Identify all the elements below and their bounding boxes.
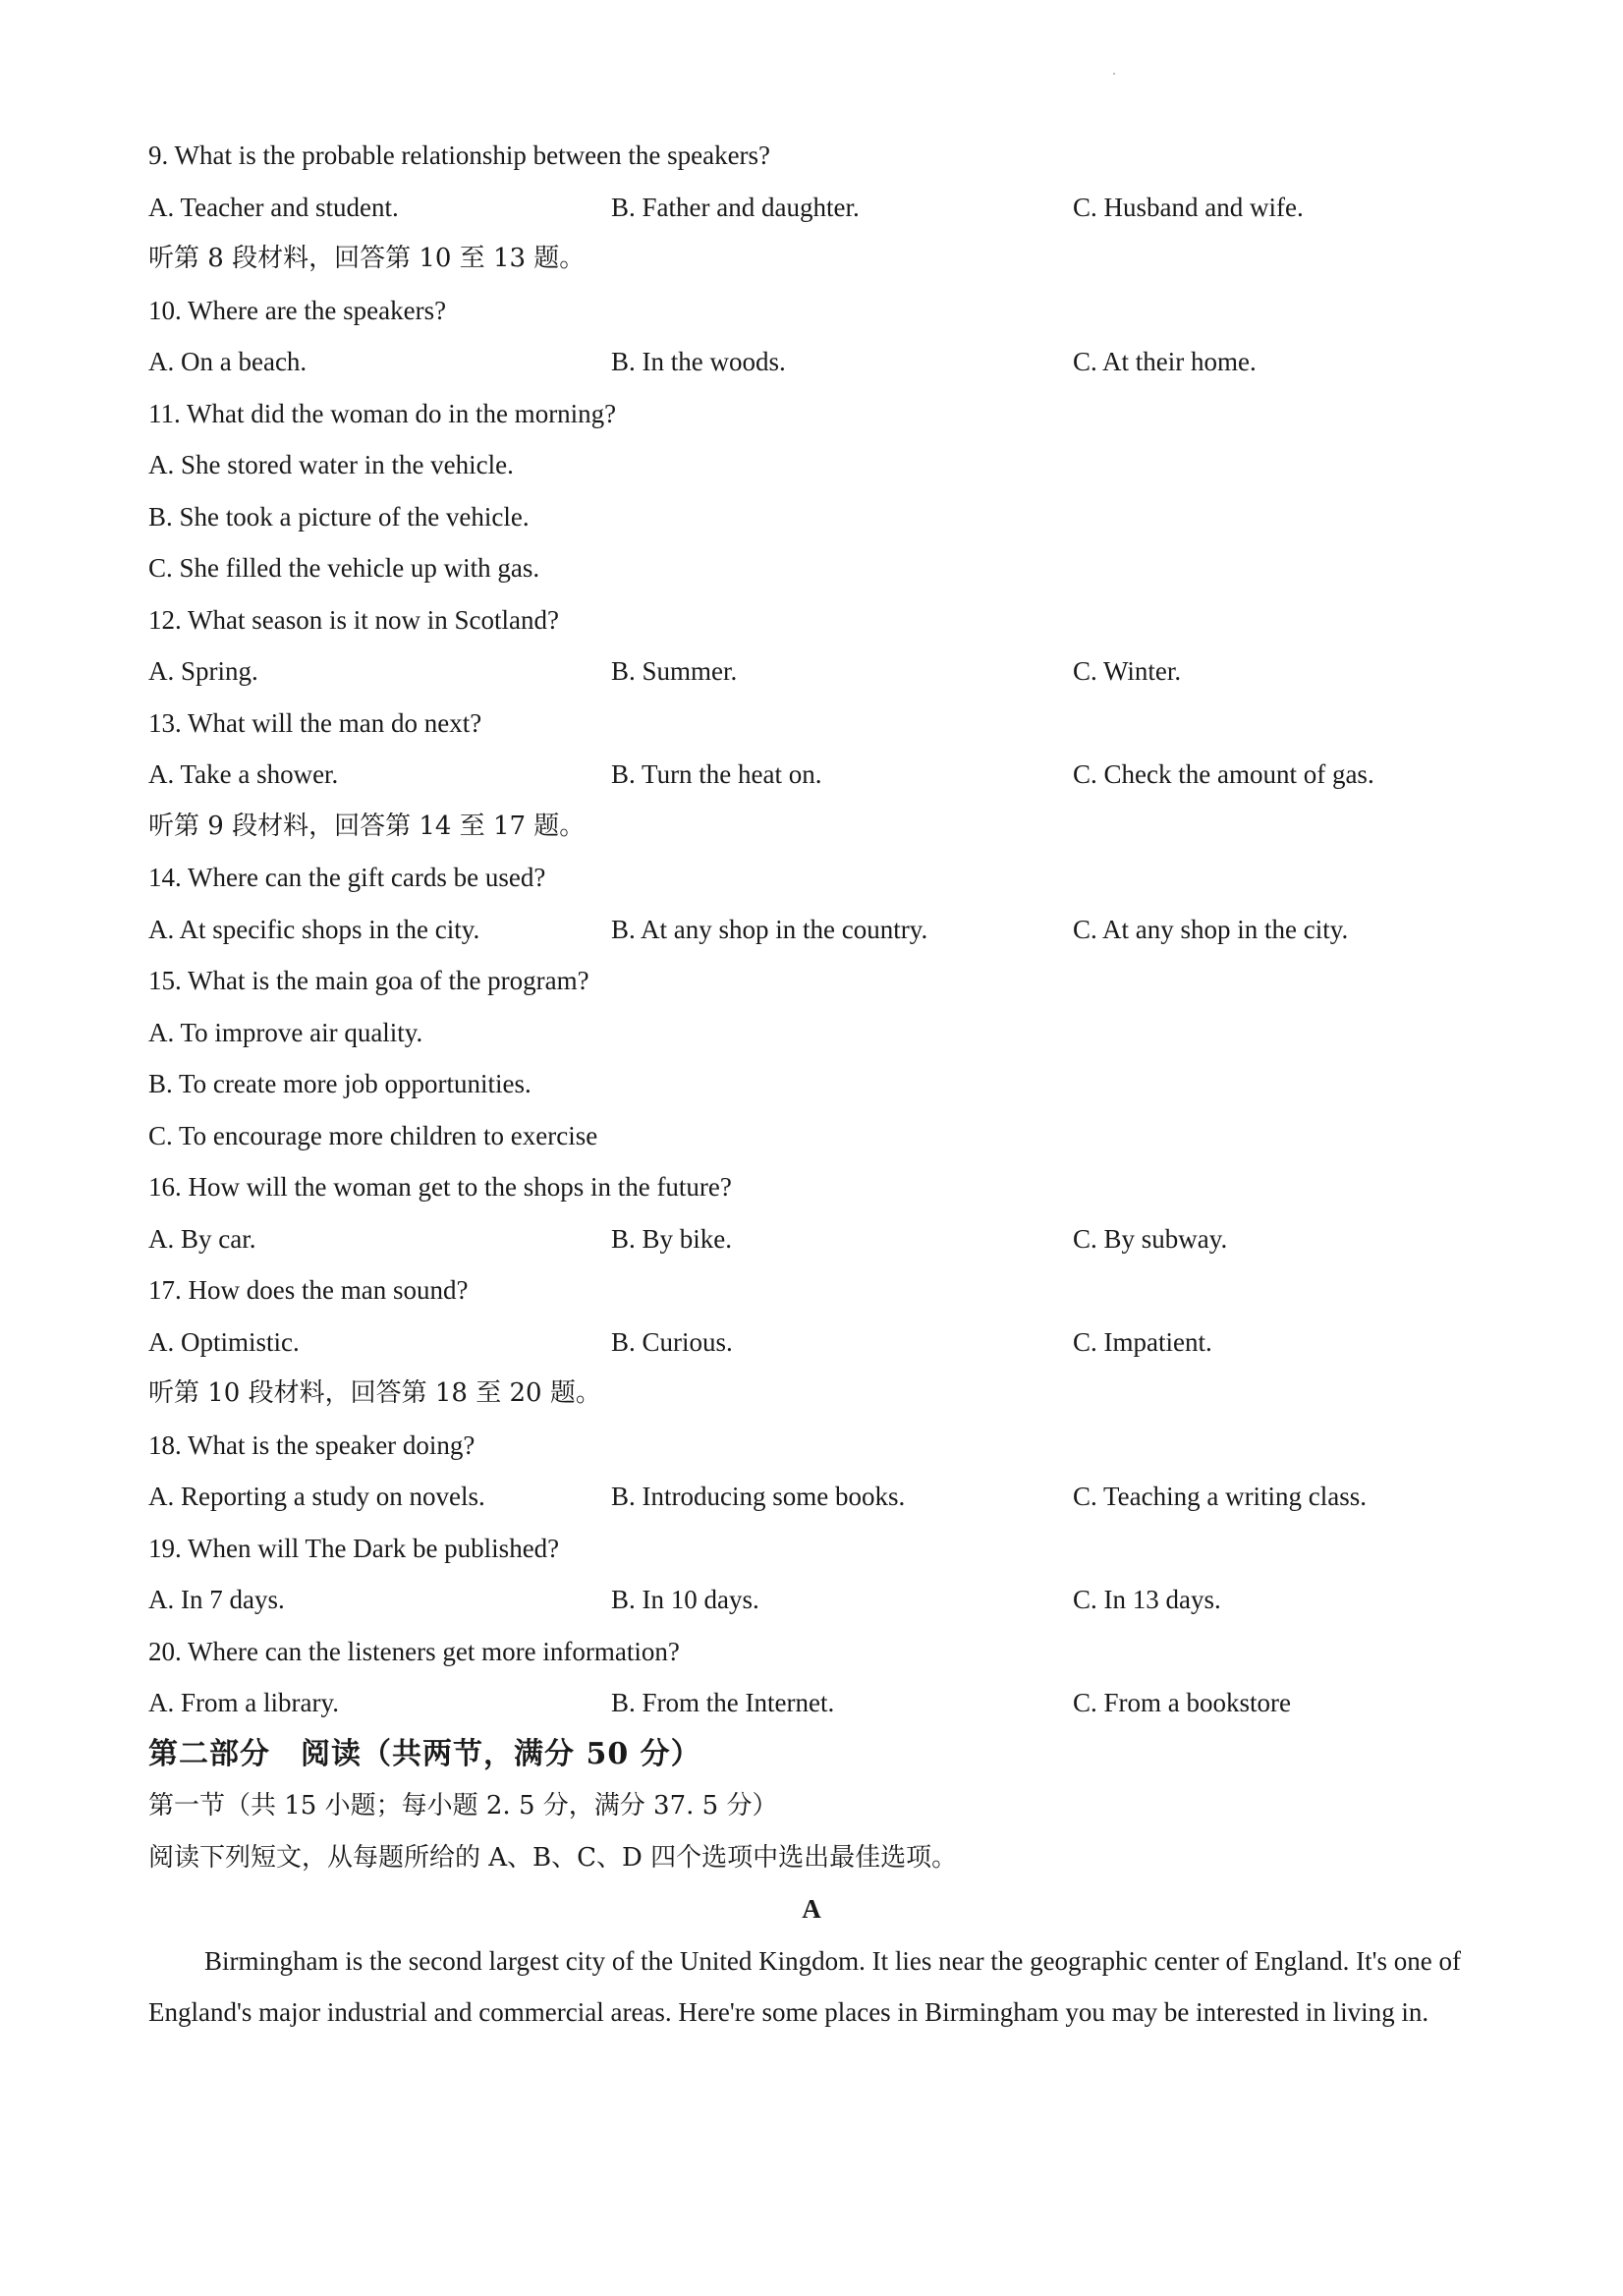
answer-options-row: [148, 1677, 1475, 1729]
option-a: A. Take a shower.: [148, 759, 339, 789]
option-a: A. By car.: [148, 1223, 256, 1254]
option-a: A. From a library.: [148, 1688, 339, 1717]
question-line: 14. Where can the gift cards be used?: [148, 863, 546, 892]
answer-options-row: [148, 1213, 1475, 1265]
question-line: 16. How will the woman get to the shops in the future?: [148, 1172, 732, 1202]
listening-section: [148, 130, 1475, 1729]
option-b: B. Father and daughter.: [611, 192, 860, 222]
option-c: C. Teaching a writing class.: [1073, 1482, 1368, 1511]
question-line: A. She stored water in the vehicle.: [148, 450, 514, 479]
option-a: A. Reporting a study on novels.: [148, 1482, 485, 1511]
option-b: B. Introducing some books.: [611, 1482, 906, 1511]
passage-label: A: [802, 1894, 821, 1924]
question-line: B. She took a picture of the vehicle.: [148, 501, 530, 532]
listening-instruction: 听第 8 段材料，回答第 10 至 13 题。: [148, 244, 586, 273]
option-b: B. By bike.: [611, 1223, 733, 1254]
option-a: A. Spring.: [148, 656, 258, 686]
question-line: C. She filled the vehicle up with gas.: [148, 553, 540, 583]
option-c: C. From a bookstore: [1073, 1688, 1291, 1717]
question-line: 13. What will the man do next?: [148, 707, 482, 738]
option-c: C. Check the amount of gas.: [1073, 759, 1374, 789]
answer-options-row: [148, 336, 1475, 388]
option-a: A. In 7 days.: [148, 1585, 285, 1614]
answer-options-row: [148, 1316, 1475, 1369]
option-b: B. Curious.: [611, 1326, 733, 1357]
question-line: 20. Where can the listeners get more information?: [148, 1636, 680, 1666]
part-two-title: 第二部分 阅读（共两节，满分 50 分）: [148, 1736, 701, 1771]
option-a: A. Optimistic.: [148, 1326, 300, 1357]
option-b: B. At any shop in the country.: [611, 914, 928, 944]
question-line: 15. What is the main goa of the program?: [148, 966, 589, 995]
section-one-heading: 第一节（共 15 小题；每小题 2. 5 分，满分 37. 5 分）: [148, 1791, 778, 1820]
question-line: 19. When will The Dark be published?: [148, 1533, 560, 1563]
exam-page: [148, 130, 1475, 2039]
question-line: 11. What did the woman do in the morning?: [148, 398, 617, 428]
reading-instruction: 阅读下列短文，从每题所给的 A、B、C、D 四个选项中选出最佳选项。: [148, 1842, 958, 1873]
question-line: A. To improve air quality.: [148, 1017, 423, 1047]
option-b: B. In the woods.: [611, 347, 786, 376]
scan-speck: [1113, 73, 1115, 75]
option-a: A. Teacher and student.: [148, 192, 399, 222]
listening-instruction: 听第 9 段材料，回答第 14 至 17 题。: [148, 811, 586, 841]
answer-options-row: [148, 1574, 1475, 1626]
question-line: 17. How does the man sound?: [148, 1275, 469, 1305]
question-line: 12. What season is it now in Scotland?: [148, 604, 559, 635]
option-c: C. At any shop in the city.: [1073, 914, 1349, 944]
question-line: B. To create more job opportunities.: [148, 1069, 532, 1098]
option-c: C. Winter.: [1073, 656, 1182, 686]
option-a: A. At specific shops in the city.: [148, 914, 480, 944]
question-line: C. To encourage more children to exercise: [148, 1120, 598, 1150]
answer-options-row: [148, 1471, 1475, 1523]
option-b: B. Summer.: [611, 656, 738, 686]
answer-options-row: [148, 182, 1475, 234]
listening-instruction: 听第 10 段材料，回答第 18 至 20 题。: [148, 1378, 601, 1408]
option-c: C. By subway.: [1073, 1223, 1228, 1254]
option-a: A. On a beach.: [148, 347, 308, 376]
question-line: 18. What is the speaker doing?: [148, 1429, 476, 1460]
option-c: C. Husband and wife.: [1073, 192, 1304, 222]
option-c: C. In 13 days.: [1073, 1585, 1221, 1614]
option-b: B. From the Internet.: [611, 1688, 835, 1717]
option-b: B. Turn the heat on.: [611, 759, 822, 789]
answer-options-row: [148, 749, 1475, 801]
option-c: C. Impatient.: [1073, 1326, 1212, 1357]
answer-options-row: [148, 645, 1475, 698]
question-line: 10. Where are the speakers?: [148, 295, 447, 325]
question-line: 9. What is the probable relationship between the speakers?: [148, 140, 771, 170]
option-c: C. At their home.: [1073, 347, 1257, 376]
option-b: B. In 10 days.: [611, 1585, 759, 1614]
answer-options-row: [148, 904, 1475, 956]
passage-a-text: Birmingham is the second largest city of the United Kingdom. It lies near the geographic center of England. It's one of England's major industrial and commercial areas. Here're some places in Birmingham you may be interested in living in.: [148, 1945, 1462, 2027]
